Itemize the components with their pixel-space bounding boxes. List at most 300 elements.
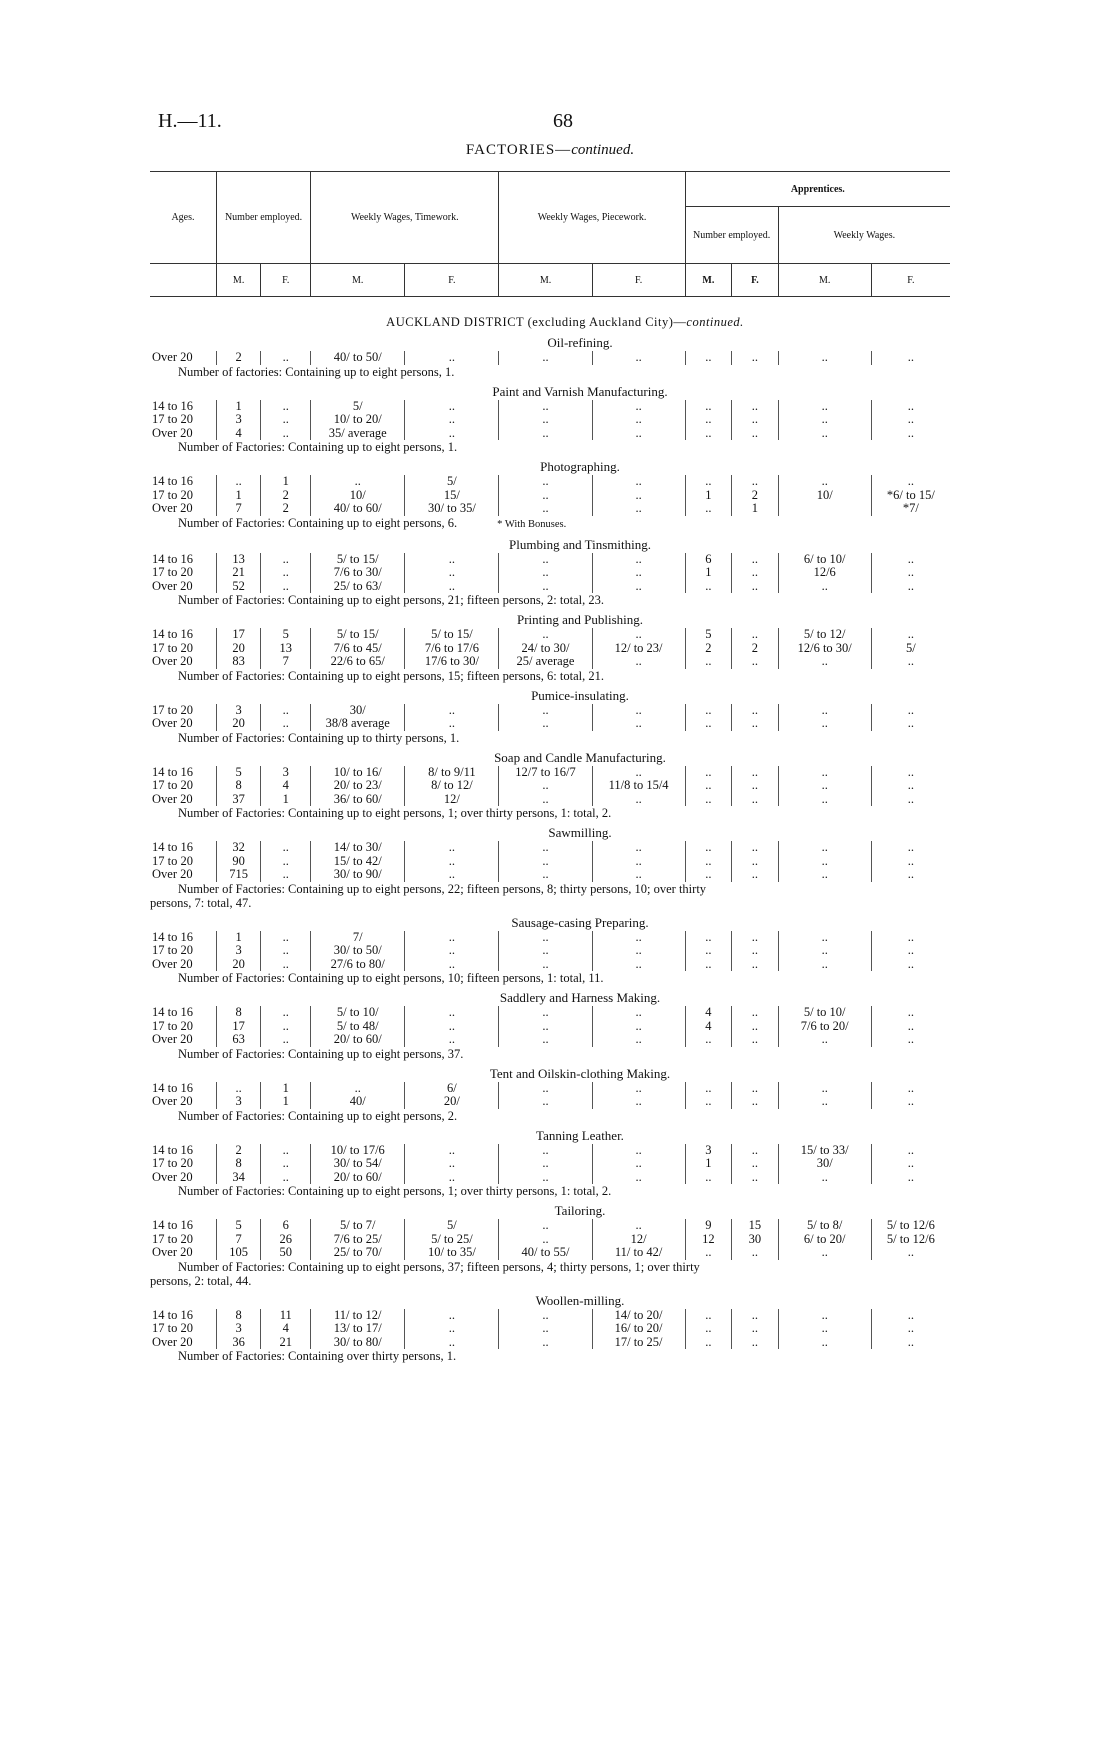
cell-num-f: 1 [261, 1095, 311, 1109]
factory-count-note [150, 1349, 950, 1363]
cell-app-wage-f: .. [871, 413, 950, 427]
cell-app-wage-f: .. [871, 1336, 950, 1350]
cell-app-num-m: .. [685, 502, 732, 516]
cell-time-m: 5/ [311, 400, 405, 414]
cell-app-num-f: .. [732, 1171, 779, 1185]
cell-time-f: .. [405, 868, 499, 882]
cell-app-wage-m: .. [778, 351, 871, 365]
cell-num-m: 21 [216, 566, 260, 580]
cell-app-num-m: .. [685, 793, 732, 807]
factory-count-note [150, 1184, 950, 1198]
table-row [150, 475, 950, 489]
cell-num-f: 7 [261, 655, 311, 669]
note-continuation: persons, 2: total, 44. [150, 1273, 252, 1288]
factory-count-note [150, 1047, 950, 1061]
industry-title: Tailoring. [554, 1203, 606, 1218]
cell-num-f: 11 [261, 1309, 311, 1323]
table-row [150, 566, 950, 580]
cell-app-wage-f: .. [871, 580, 950, 594]
table-row [150, 502, 950, 516]
industry-section [150, 537, 950, 608]
table-row [150, 944, 950, 958]
cell-num-f: .. [261, 413, 311, 427]
cell-num-f: .. [261, 553, 311, 567]
table-row [150, 489, 950, 503]
note-text: Number of factories: Containing up to eight persons, 1. [178, 364, 455, 379]
cell-app-num-f: .. [732, 1033, 779, 1047]
cell-app-num-m: .. [685, 841, 732, 855]
note-text: Number of Factories: Containing up to eight persons, 2. [178, 1108, 458, 1123]
cell-app-wage-m: 12/6 to 30/ [778, 642, 871, 656]
cell-app-num-f: .. [732, 1006, 779, 1020]
cell-app-num-m: .. [685, 1095, 732, 1109]
cell-piece-m: .. [499, 868, 592, 882]
cell-num-m: 37 [216, 793, 260, 807]
cell-app-num-m: 12 [685, 1233, 732, 1247]
industry-title: Oil-refining. [547, 335, 613, 350]
cell-piece-f: .. [592, 766, 685, 780]
cell-age: 14 to 16 [152, 764, 193, 779]
cell-app-wage-m [778, 502, 871, 516]
cell-piece-f: 16/ to 20/ [592, 1322, 685, 1336]
cell-time-f: .. [405, 1336, 499, 1350]
header-app-weekly-wages: Weekly Wages. [778, 207, 950, 264]
cell-time-f: 5/ to 15/ [405, 628, 499, 642]
cell-num-f: .. [261, 580, 311, 594]
cell-piece-f: .. [592, 1020, 685, 1034]
cell-app-num-m: .. [685, 655, 732, 669]
cell-num-m: 1 [216, 489, 260, 503]
cell-app-wage-f: .. [871, 1157, 950, 1171]
industry-section [150, 1066, 950, 1123]
title-text: FACTORIES— [465, 142, 572, 158]
cell-app-num-m: .. [685, 944, 732, 958]
cell-app-num-f: .. [732, 855, 779, 869]
cell-age: 17 to 20 [152, 1156, 193, 1170]
cell-app-wage-m: .. [778, 704, 871, 718]
cell-num-f: 6 [261, 1219, 311, 1233]
cell-num-f: 1 [261, 475, 311, 489]
cell-app-num-f: .. [732, 704, 779, 718]
cell-app-num-m: 1 [685, 566, 732, 580]
cell-piece-m: .. [499, 1219, 592, 1233]
cell-app-wage-m: 30/ [778, 1157, 871, 1171]
industry-section [150, 915, 950, 986]
industry-title: Pumice-insulating. [531, 687, 629, 703]
industry-table [150, 1006, 950, 1047]
cell-piece-f: .. [592, 1157, 685, 1171]
cell-time-f: .. [405, 427, 499, 441]
cell-app-num-f: .. [732, 427, 779, 441]
cell-time-f: 17/6 to 30/ [405, 655, 499, 669]
cell-num-f: 26 [261, 1233, 311, 1247]
cell-piece-m: .. [499, 1171, 592, 1185]
cell-age: 14 to 16 [152, 929, 193, 944]
cell-time-m: 14/ to 30/ [311, 841, 405, 855]
cell-num-f: .. [261, 931, 311, 945]
industry-table [150, 766, 950, 807]
cell-num-m: 715 [216, 868, 260, 882]
cell-piece-f: .. [592, 944, 685, 958]
cell-app-wage-m: .. [778, 1336, 871, 1350]
table-row [150, 1082, 950, 1096]
industry-table [150, 553, 950, 594]
cell-time-f: .. [405, 580, 499, 594]
industry-title: Sawmilling. [548, 825, 612, 840]
cell-num-m: 2 [216, 351, 260, 365]
cell-app-num-m: .. [685, 1246, 732, 1260]
cell-age: 14 to 16 [152, 1142, 193, 1157]
cell-num-f: 5 [261, 628, 311, 642]
cell-time-m: 38/8 average [311, 717, 405, 731]
cell-age: Over 20 [152, 1169, 193, 1184]
cell-app-wage-f: .. [871, 1095, 950, 1109]
page-number: 68 [553, 110, 573, 132]
cell-app-wage-m: .. [778, 1309, 871, 1323]
industry-table [150, 841, 950, 882]
cell-num-m: 17 [216, 1020, 260, 1034]
header-f: F. [732, 264, 779, 297]
cell-num-f: 50 [261, 1246, 311, 1260]
cell-time-f: .. [405, 944, 499, 958]
factory-count-note [150, 593, 950, 607]
cell-num-f: .. [261, 1157, 311, 1171]
cell-piece-m: .. [499, 1020, 592, 1034]
header-m: M. [311, 264, 405, 297]
cell-app-wage-f: .. [871, 1020, 950, 1034]
cell-piece-m: .. [499, 779, 592, 793]
cell-piece-f: 11/8 to 15/4 [592, 779, 685, 793]
cell-app-wage-m: 6/ to 10/ [778, 553, 871, 567]
cell-app-num-f: .. [732, 1246, 779, 1260]
cell-piece-f: .. [592, 553, 685, 567]
table-row [150, 1309, 950, 1323]
cell-piece-m: .. [499, 1157, 592, 1171]
cell-piece-m: .. [499, 580, 592, 594]
cell-num-f: 4 [261, 1322, 311, 1336]
cell-time-m: 5/ to 7/ [311, 1219, 405, 1233]
document-reference: H.—11. [158, 110, 222, 132]
cell-app-num-f: .. [732, 1144, 779, 1158]
cell-app-wage-m: .. [778, 779, 871, 793]
industry-title: Plumbing and Tinsmithing. [509, 536, 651, 552]
district-heading [180, 315, 950, 330]
cell-piece-m: .. [499, 855, 592, 869]
industry-section [150, 459, 950, 532]
factory-count-note [150, 882, 950, 910]
cell-app-num-f: .. [732, 1020, 779, 1034]
note-text: Number of Factories: Containing up to eight persons, 1; over thirty persons, 1: total, 2. [178, 806, 612, 820]
cell-piece-f: .. [592, 489, 685, 503]
cell-app-num-m: .. [685, 580, 732, 594]
cell-piece-f: .. [592, 1171, 685, 1185]
cell-age: 17 to 20 [152, 640, 193, 655]
cell-num-f: .. [261, 566, 311, 580]
cell-app-wage-m: .. [778, 958, 871, 972]
industry-table [150, 931, 950, 972]
cell-app-wage-m: 5/ to 8/ [778, 1219, 871, 1233]
district-name: AUCKLAND DISTRICT (excluding Auckland City)— [386, 315, 687, 329]
note-text: Number of Factories: Containing up to eight persons, 37. [178, 1046, 464, 1061]
cell-app-num-f: .. [732, 655, 779, 669]
cell-app-num-f: 15 [732, 1219, 779, 1233]
cell-age: 17 to 20 [152, 1321, 193, 1335]
cell-age: Over 20 [152, 791, 193, 806]
cell-num-m: 3 [216, 413, 260, 427]
cell-piece-m: 40/ to 55/ [499, 1246, 592, 1260]
industry-section [150, 825, 950, 910]
cell-piece-m: .. [499, 931, 592, 945]
cell-piece-m: .. [499, 427, 592, 441]
cell-time-m: 7/ [311, 931, 405, 945]
cell-app-wage-m: .. [778, 413, 871, 427]
cell-time-f: .. [405, 1171, 499, 1185]
table-row [150, 793, 950, 807]
cell-app-wage-f: .. [871, 351, 950, 365]
cell-app-num-m: .. [685, 1171, 732, 1185]
industry-title: Soap and Candle Manufacturing. [494, 749, 666, 765]
table-row [150, 841, 950, 855]
industry-section [150, 335, 950, 379]
table-row [150, 1336, 950, 1350]
table-row [150, 1219, 950, 1233]
cell-piece-m: .. [499, 400, 592, 414]
cell-app-num-m: .. [685, 717, 732, 731]
cell-piece-f: .. [592, 566, 685, 580]
cell-app-wage-f: .. [871, 868, 950, 882]
cell-num-f: 13 [261, 642, 311, 656]
cell-app-num-f: .. [732, 475, 779, 489]
cell-app-wage-m: .. [778, 1322, 871, 1336]
page-header [150, 110, 950, 150]
cell-num-m: 3 [216, 944, 260, 958]
cell-time-f: .. [405, 1322, 499, 1336]
industry-section [150, 1128, 950, 1199]
cell-num-f: 21 [261, 1336, 311, 1350]
industry-table [150, 1219, 950, 1260]
cell-num-m: 20 [216, 958, 260, 972]
note-text: Number of Factories: Containing up to thirty persons, 1. [178, 730, 460, 745]
cell-piece-m: .. [499, 704, 592, 718]
cell-piece-f: .. [592, 855, 685, 869]
cell-time-f: 5/ [405, 475, 499, 489]
cell-time-f: 30/ to 35/ [405, 502, 499, 516]
cell-piece-f: .. [592, 868, 685, 882]
cell-age: 14 to 16 [152, 1218, 193, 1232]
factory-count-note [150, 1260, 950, 1288]
table-row [150, 855, 950, 869]
cell-app-wage-f: .. [871, 766, 950, 780]
cell-num-f: 3 [261, 766, 311, 780]
cell-piece-f: .. [592, 400, 685, 414]
cell-app-num-f: .. [732, 1309, 779, 1323]
cell-app-wage-m: .. [778, 717, 871, 731]
cell-piece-f: .. [592, 704, 685, 718]
cell-app-wage-m: .. [778, 868, 871, 882]
table-row [150, 655, 950, 669]
cell-age: 17 to 20 [152, 702, 193, 717]
cell-time-m: 5/ to 15/ [311, 628, 405, 642]
cell-time-m: 15/ to 42/ [311, 855, 405, 869]
cell-piece-m: .. [499, 793, 592, 807]
cell-num-f: .. [261, 944, 311, 958]
cell-piece-f: .. [592, 931, 685, 945]
table-row [150, 1157, 950, 1171]
cell-app-num-m: 1 [685, 1157, 732, 1171]
cell-num-m: .. [216, 1082, 260, 1096]
cell-time-f: .. [405, 1144, 499, 1158]
cell-time-f: .. [405, 566, 499, 580]
cell-app-wage-f: .. [871, 855, 950, 869]
cell-app-wage-f: .. [871, 655, 950, 669]
cell-age: Over 20 [152, 1245, 193, 1259]
cell-num-m: 4 [216, 427, 260, 441]
cell-app-num-m: 5 [685, 628, 732, 642]
cell-app-num-f: .. [732, 413, 779, 427]
note-text: Number of Factories: Containing up to eight persons, 22; fifteen persons, 8; thirty persons, 10; over thirty [178, 881, 707, 896]
cell-piece-f: .. [592, 793, 685, 807]
cell-app-num-m: .. [685, 413, 732, 427]
cell-num-f: .. [261, 1033, 311, 1047]
cell-time-f: .. [405, 717, 499, 731]
cell-app-wage-f: .. [871, 1144, 950, 1158]
cell-time-f: .. [405, 553, 499, 567]
cell-piece-f: .. [592, 502, 685, 516]
factory-count-note [150, 440, 950, 454]
cell-app-num-m: .. [685, 1309, 732, 1323]
cell-time-f: .. [405, 841, 499, 855]
cell-num-f: .. [261, 427, 311, 441]
cell-time-m: 30/ to 90/ [311, 868, 405, 882]
cell-num-f: 1 [261, 1082, 311, 1096]
cell-age: 17 to 20 [152, 565, 193, 579]
header-app-number-employed: Number employed. [685, 207, 778, 264]
cell-app-wage-f: 5/ [871, 642, 950, 656]
cell-piece-m: .. [499, 553, 592, 567]
cell-time-m: 30/ to 54/ [311, 1157, 405, 1171]
cell-num-m: 3 [216, 1322, 260, 1336]
table-row [150, 931, 950, 945]
cell-num-f: .. [261, 1144, 311, 1158]
cell-app-num-f: .. [732, 580, 779, 594]
table-row [150, 779, 950, 793]
cell-piece-m: .. [499, 944, 592, 958]
factory-count-note [150, 971, 950, 985]
factory-count-note [150, 365, 950, 379]
cell-age: Over 20 [152, 956, 193, 971]
cell-piece-f: .. [592, 427, 685, 441]
cell-app-wage-f: .. [871, 931, 950, 945]
cell-time-m: 5/ to 48/ [311, 1020, 405, 1034]
cell-app-num-f: .. [732, 868, 779, 882]
cell-piece-f: .. [592, 351, 685, 365]
cell-piece-f: .. [592, 580, 685, 594]
cell-app-wage-f: *7/ [871, 502, 950, 516]
header-m: M. [778, 264, 871, 297]
cell-num-m: 8 [216, 1006, 260, 1020]
cell-piece-f: .. [592, 1144, 685, 1158]
cell-app-num-m: .. [685, 1322, 732, 1336]
cell-age: Over 20 [152, 578, 193, 593]
cell-app-num-f: .. [732, 1095, 779, 1109]
cell-app-wage-m: 15/ to 33/ [778, 1144, 871, 1158]
cell-time-f: .. [405, 1006, 499, 1020]
cell-app-num-f: .. [732, 553, 779, 567]
cell-app-num-m: .. [685, 351, 732, 365]
cell-time-f: 12/ [405, 793, 499, 807]
cell-age: Over 20 [152, 501, 193, 515]
cell-num-m: 20 [216, 717, 260, 731]
cell-piece-m: .. [499, 1082, 592, 1096]
cell-app-wage-f: .. [871, 793, 950, 807]
cell-piece-m: .. [499, 475, 592, 489]
cell-app-wage-f: .. [871, 1171, 950, 1185]
cell-piece-m: .. [499, 1006, 592, 1020]
header-f: F. [871, 264, 950, 297]
cell-app-num-m: .. [685, 766, 732, 780]
document-page [150, 110, 950, 1363]
cell-piece-m: 25/ average [499, 655, 592, 669]
cell-app-wage-f: .. [871, 1006, 950, 1020]
cell-app-num-m: .. [685, 1336, 732, 1350]
cell-num-f: .. [261, 400, 311, 414]
cell-time-m: 10/ to 16/ [311, 766, 405, 780]
cell-app-wage-m: 6/ to 20/ [778, 1233, 871, 1247]
cell-app-num-f: 1 [732, 502, 779, 516]
industry-section [150, 990, 950, 1061]
cell-piece-f: 12/ [592, 1233, 685, 1247]
header-weekly-timework: Weekly Wages, Timework. [311, 172, 499, 264]
cell-num-m: 34 [216, 1171, 260, 1185]
table-row [150, 1171, 950, 1185]
cell-app-wage-m: .. [778, 931, 871, 945]
cell-time-f: .. [405, 1309, 499, 1323]
cell-time-m: 11/ to 12/ [311, 1309, 405, 1323]
cell-time-m: 20/ to 23/ [311, 779, 405, 793]
cell-app-wage-m: .. [778, 1095, 871, 1109]
cell-time-m: 7/6 to 30/ [311, 566, 405, 580]
cell-num-m: .. [216, 475, 260, 489]
cell-app-wage-f: .. [871, 704, 950, 718]
cell-app-wage-f: .. [871, 1246, 950, 1260]
cell-time-f: 10/ to 35/ [405, 1246, 499, 1260]
cell-app-wage-f: .. [871, 475, 950, 489]
cell-app-num-f: .. [732, 931, 779, 945]
cell-num-f: 2 [261, 489, 311, 503]
cell-app-wage-m: 5/ to 12/ [778, 628, 871, 642]
cell-piece-f: .. [592, 958, 685, 972]
cell-app-num-f: .. [732, 1322, 779, 1336]
cell-piece-m: .. [499, 1033, 592, 1047]
cell-app-wage-f: 5/ to 12/6 [871, 1219, 950, 1233]
cell-num-m: 7 [216, 1233, 260, 1247]
cell-app-num-f: .. [732, 351, 779, 365]
cell-age: 17 to 20 [152, 853, 193, 868]
cell-piece-m: .. [499, 958, 592, 972]
table-row [150, 704, 950, 718]
cell-time-m: 36/ to 60/ [311, 793, 405, 807]
cell-num-m: 3 [216, 1095, 260, 1109]
cell-num-m: 36 [216, 1336, 260, 1350]
industry-title: Photographing. [540, 459, 620, 474]
table-row [150, 1322, 950, 1336]
industry-section [150, 750, 950, 821]
cell-piece-m: .. [499, 1322, 592, 1336]
cell-piece-m: .. [499, 566, 592, 580]
industry-title: Tent and Oilskin-clothing Making. [489, 1065, 671, 1081]
cell-time-m: 40/ [311, 1095, 405, 1109]
cell-piece-f: .. [592, 841, 685, 855]
